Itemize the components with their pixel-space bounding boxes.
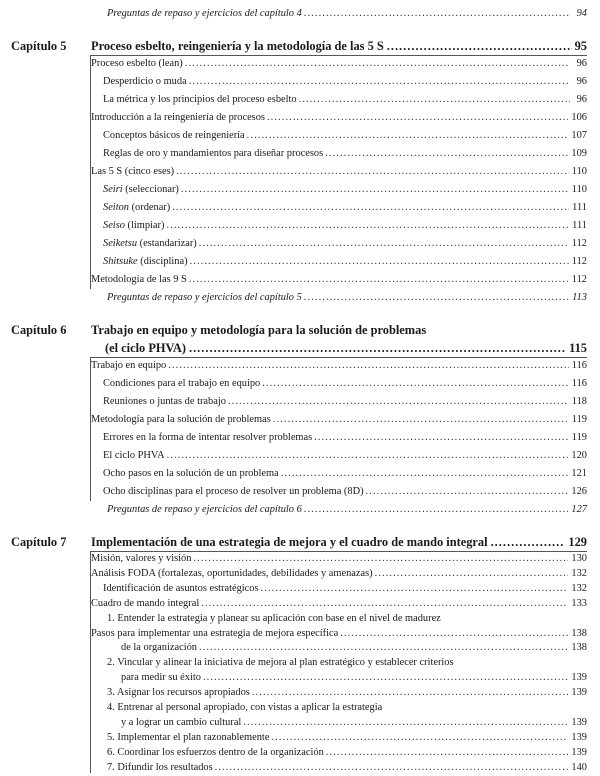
leader-dots	[314, 429, 569, 447]
chapter-title-text: Proceso esbelto, reingeniería y la metodología de las 5 S	[91, 39, 384, 53]
toc-entry-step[interactable]	[107, 730, 587, 745]
leader-dots	[267, 109, 568, 127]
entry-page: 116	[571, 378, 587, 389]
entry-page: 126	[571, 486, 587, 497]
entry-text: Reglas de oro y mandamientos para diseñar procesos	[103, 148, 324, 159]
entry-gloss: (estandarizar)	[137, 238, 197, 249]
entry-text: Conceptos básicos de reingeniería	[103, 130, 245, 141]
entry-text: Reuniones o juntas de trabajo	[103, 396, 226, 407]
entry-text: 1. Entender la estrategia y planear su aplicación con base en el nivel de madurez	[107, 612, 441, 624]
leader-dots	[326, 745, 569, 760]
chapter-label: Capítulo 7	[11, 535, 67, 549]
leader-dots	[228, 393, 569, 411]
leader-dots	[299, 91, 570, 109]
entry-page: 132	[571, 582, 587, 594]
entry-text: Cuadro de mando integral	[91, 597, 200, 609]
toc-entry-review[interactable]	[107, 501, 587, 519]
entry-page: 118	[571, 396, 587, 407]
toc-entry[interactable]	[91, 411, 587, 429]
toc-entry-step[interactable]	[107, 760, 587, 775]
entry-page: 112	[571, 256, 587, 267]
entry-text	[103, 235, 197, 253]
entry-page: 109	[571, 148, 587, 159]
toc-entry[interactable]	[91, 551, 587, 566]
entry-text: Las 5 S (cinco eses)	[91, 166, 175, 177]
entry-text: y a lograr un cambio cultural	[121, 716, 242, 728]
japanese-term: Seiton	[103, 202, 129, 213]
entry-text: Preguntas de repaso y ejercicios del capítulo 6	[107, 504, 302, 515]
toc-entry-step[interactable]	[107, 685, 587, 700]
entry-text: 4. Entrenar al personal apropiado, con vistas a aplicar la estrategia	[107, 702, 383, 713]
entry-text: Preguntas de repaso y ejercicios del capítulo 4	[107, 8, 302, 19]
chapter-title-7[interactable]	[91, 533, 587, 551]
entry-text: Proceso esbelto (lean)	[91, 58, 183, 69]
toc-entry[interactable]	[103, 253, 587, 271]
toc-entry-step[interactable]	[121, 715, 587, 730]
entry-page: 96	[576, 94, 587, 105]
leader-dots	[281, 465, 569, 483]
entry-page: 133	[571, 597, 587, 609]
entry-page: 112	[571, 274, 587, 285]
leader-dots	[189, 271, 569, 289]
japanese-term: Shitsuke	[103, 256, 138, 267]
toc-entry[interactable]	[103, 375, 587, 393]
toc-entry[interactable]	[91, 357, 587, 375]
leader-dots	[261, 581, 569, 596]
entry-text: Metodología para la solución de problemas	[91, 414, 271, 425]
chapter-title-text: (el ciclo PHVA)	[105, 341, 186, 355]
entry-text	[103, 217, 164, 235]
toc-entry-review-ch4[interactable]	[107, 5, 587, 23]
chapter-title-text: Trabajo en equipo y metodología para la solución de problemas	[91, 323, 427, 337]
chapter-label: Capítulo 5	[11, 39, 67, 53]
toc-entry[interactable]	[103, 217, 587, 235]
entry-page: 127	[571, 504, 587, 515]
entry-text: El ciclo PHVA	[103, 450, 165, 461]
leader-dots	[273, 411, 569, 429]
entry-text: Ocho disciplinas para el proceso de resolver un problema (8D)	[103, 486, 364, 497]
entry-text: 6. Coordinar los esfuerzos dentro de la organización	[107, 746, 324, 758]
leader-dots	[203, 670, 568, 685]
entry-page: 139	[571, 746, 587, 758]
leader-dots	[243, 715, 568, 730]
chapter-label: Capítulo 6	[11, 323, 67, 337]
toc-entry-step[interactable]	[121, 670, 587, 685]
leader-dots	[340, 626, 568, 641]
entry-text: Análisis FODA (fortalezas, oportunidades, debilidades y amenazas)	[91, 567, 373, 579]
chapter-page: 115	[569, 341, 587, 355]
entry-page: 110	[571, 184, 587, 195]
japanese-term: Seiri	[103, 184, 123, 195]
entry-gloss: (ordenar)	[128, 202, 171, 213]
toc-entry[interactable]	[103, 447, 587, 465]
leader-dots	[193, 551, 568, 566]
toc-entry[interactable]	[103, 235, 587, 253]
entry-text: La métrica y los principios del proceso esbelto	[103, 94, 297, 105]
toc-entry-review[interactable]	[107, 289, 587, 307]
toc-entry-step[interactable]	[107, 655, 587, 670]
entry-gloss: (disciplina)	[137, 256, 188, 267]
leader-dots	[189, 73, 570, 91]
entry-text: Desperdicio o muda	[103, 76, 187, 87]
entry-page: 140	[571, 761, 587, 773]
chapter-margin-rule	[90, 551, 91, 773]
leader-dots	[252, 685, 569, 700]
leader-dots	[247, 127, 569, 145]
toc-entry[interactable]	[91, 109, 587, 127]
leader-dots	[199, 235, 569, 253]
entry-page: 94	[576, 8, 587, 19]
entry-page: 113	[572, 292, 587, 303]
entry-page: 96	[576, 76, 587, 87]
leader-dots	[189, 339, 566, 357]
chapter-page: 95	[574, 39, 587, 53]
entry-gloss: (seleccionar)	[122, 184, 179, 195]
leader-dots	[190, 253, 569, 271]
entry-page: 139	[571, 716, 587, 728]
entry-text: 5. Implementar el plan razonablemente	[107, 731, 270, 743]
chapter-title-6-line2[interactable]	[105, 339, 587, 357]
toc-entry[interactable]	[103, 199, 587, 217]
entry-text	[103, 253, 188, 271]
chapter-title-text: Implementación de una estrategia de mejora y el cuadro de mando integral	[91, 535, 488, 549]
entry-text: Introducción a la reingeniería de procesos	[91, 112, 265, 123]
leader-dots	[304, 501, 569, 519]
toc-entry[interactable]	[103, 393, 587, 411]
toc-entry[interactable]	[91, 596, 587, 611]
toc-entry[interactable]	[91, 271, 587, 289]
entry-page: 116	[571, 360, 587, 371]
entry-text: 3. Asignar los recursos apropiados	[107, 687, 250, 699]
toc-entry-step[interactable]	[107, 611, 587, 626]
entry-page: 111	[572, 202, 587, 213]
entry-text: Trabajo en equipo	[91, 360, 167, 371]
entry-page: 121	[571, 468, 587, 479]
toc-entry-step[interactable]	[107, 700, 587, 715]
leader-dots	[199, 640, 568, 655]
toc-entry[interactable]	[91, 566, 587, 581]
leader-dots	[168, 357, 569, 375]
entry-text: 7. Difundir los resultados	[107, 761, 213, 773]
entry-page: 107	[571, 130, 587, 141]
toc-entry-step[interactable]	[107, 745, 587, 760]
leader-dots	[262, 375, 569, 393]
toc-entry[interactable]	[103, 127, 587, 145]
leader-dots	[201, 596, 568, 611]
leader-dots	[271, 730, 568, 745]
chapter-title-5[interactable]	[91, 37, 587, 55]
entry-text: Preguntas de repaso y ejercicios del capítulo 5	[107, 292, 302, 303]
entry-page: 106	[571, 112, 587, 123]
entry-text: Errores en la forma de intentar resolver problemas	[103, 432, 313, 443]
entry-gloss: (limpiar)	[124, 220, 165, 231]
toc-entry[interactable]	[103, 465, 587, 483]
entry-text	[103, 199, 170, 217]
toc-entry[interactable]	[103, 429, 587, 447]
leader-dots	[304, 5, 570, 23]
entry-text: Condiciones para el trabajo en equipo	[103, 378, 261, 389]
leader-dots	[181, 181, 569, 199]
entry-page: 110	[571, 166, 587, 177]
entry-page: 138	[571, 642, 587, 654]
entry-page: 138	[571, 627, 587, 639]
chapter-page: 129	[568, 535, 587, 549]
entry-page: 139	[571, 672, 587, 684]
toc-entry[interactable]	[103, 91, 587, 109]
entry-text: Ocho pasos en la solución de un problema	[103, 468, 279, 479]
entry-page: 139	[571, 687, 587, 699]
entry-page: 139	[571, 731, 587, 743]
toc-entry[interactable]	[103, 73, 587, 91]
toc-entry[interactable]	[91, 163, 587, 181]
toc-entry[interactable]	[103, 483, 587, 501]
entry-page: 119	[571, 414, 587, 425]
leader-dots	[366, 483, 569, 501]
leader-dots	[215, 760, 569, 775]
entry-page: 130	[571, 553, 587, 564]
entry-page: 120	[571, 450, 587, 461]
entry-text: para medir su éxito	[121, 672, 201, 684]
chapter-title-6-line1[interactable]	[91, 321, 587, 339]
leader-dots	[172, 199, 569, 217]
entry-text	[103, 181, 179, 199]
entry-text: de la organización	[121, 642, 197, 654]
toc-entry[interactable]	[91, 626, 587, 641]
entry-text: Misión, valores y visión	[91, 553, 192, 564]
leader-dots	[325, 145, 568, 163]
entry-page: 132	[571, 567, 587, 579]
entry-text: 2. Vincular y alinear la iniciativa de mejora al plan estratégico y establecer criterios	[107, 657, 454, 669]
leader-dots	[185, 55, 570, 73]
toc-entry-step[interactable]	[121, 640, 587, 655]
leader-dots	[375, 566, 569, 581]
leader-dots	[491, 533, 566, 551]
chapter-margin-rule	[90, 357, 91, 501]
leader-dots	[304, 289, 569, 307]
toc-entry[interactable]	[91, 55, 587, 73]
entry-text: Identificación de asuntos estratégicos	[103, 582, 259, 594]
leader-dots	[176, 163, 569, 181]
toc-entry[interactable]	[103, 581, 587, 596]
entry-text: Pasos para implementar una estrategia de mejora específica	[91, 627, 339, 639]
entry-text: Metodología de las 9 S	[91, 274, 187, 285]
japanese-term: Seiso	[103, 220, 125, 231]
entry-page: 112	[571, 238, 587, 249]
entry-page: 119	[571, 432, 587, 443]
leader-dots	[387, 37, 572, 55]
leader-dots	[167, 447, 569, 465]
japanese-term: Seiketsu	[103, 238, 138, 249]
entry-page: 111	[572, 220, 587, 231]
entry-page: 96	[576, 58, 587, 69]
toc-entry[interactable]	[103, 145, 587, 163]
leader-dots	[166, 217, 569, 235]
toc-entry[interactable]	[103, 181, 587, 199]
